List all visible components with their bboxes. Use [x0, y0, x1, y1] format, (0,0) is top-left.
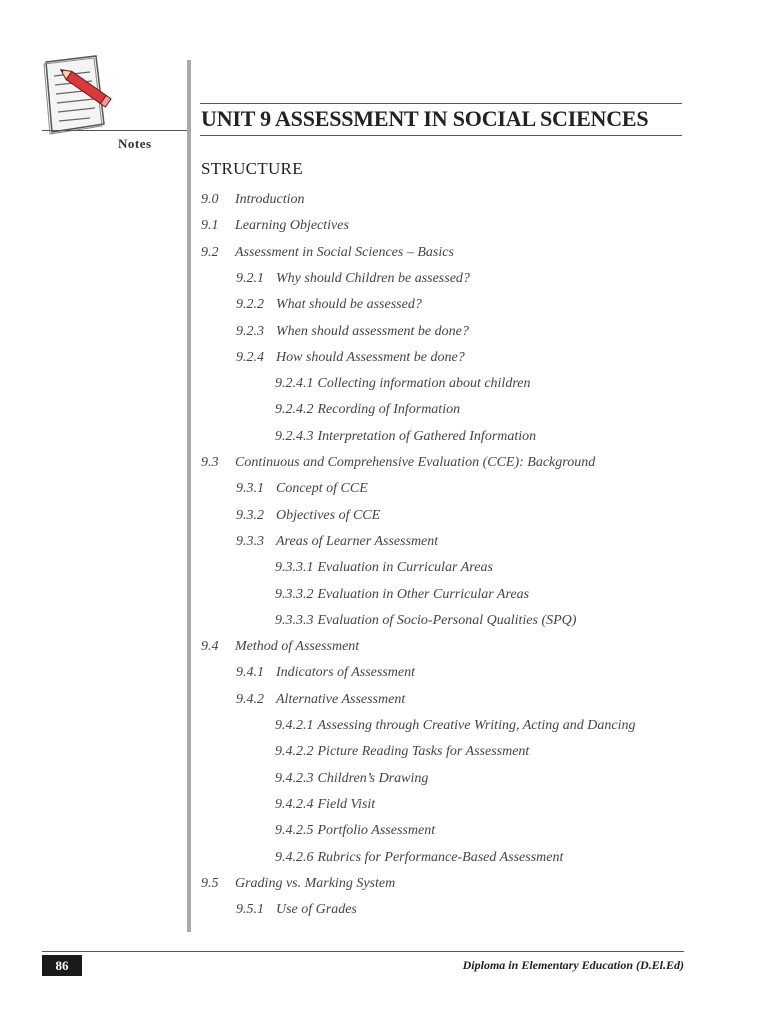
toc-entry-number: 9.3.1	[236, 481, 264, 497]
toc-entry-title: Introduction	[235, 192, 305, 207]
toc-entry-number: 9.2	[201, 244, 219, 260]
course-title: Diploma in Elementary Education (D.El.Ed)	[462, 958, 684, 972]
toc-entry-number: 9.3.3.1	[275, 560, 314, 576]
toc-entry	[201, 873, 395, 895]
toc-entry	[275, 426, 536, 448]
toc-entry	[201, 242, 454, 264]
footer-divider	[42, 951, 684, 952]
toc-entry	[201, 189, 304, 211]
toc-entry-number: 9.4	[201, 639, 219, 655]
notepad-pencil-icon	[38, 54, 118, 136]
notes-divider	[42, 130, 187, 131]
toc-entry-title: Why should Children be assessed?	[276, 270, 470, 286]
toc-entry-title: Field Visit	[317, 796, 376, 812]
toc-entry-title: Evaluation in Other Curricular Areas	[317, 586, 530, 602]
toc-entry	[275, 794, 375, 816]
toc-entry	[275, 373, 530, 395]
toc-entry-number: 9.4.2.1	[275, 718, 314, 733]
unit-title: UNIT 9 ASSESSMENT IN SOCIAL SCIENCES	[201, 106, 649, 131]
toc-entry-title: What should be assessed?	[276, 297, 422, 313]
toc-entry-number: 9.3.3.2	[275, 586, 314, 602]
toc-entry-number: 9.5.1	[236, 902, 264, 918]
notes-label: Notes	[118, 136, 152, 151]
toc-entry	[236, 321, 469, 343]
toc-entry-title: Alternative Assessment	[276, 691, 406, 707]
toc-entry-title: Recording of Information	[317, 402, 461, 418]
toc-entry	[236, 689, 405, 711]
toc-entry	[201, 215, 349, 237]
toc-entry	[275, 768, 428, 790]
toc-entry-number: 9.0	[201, 192, 219, 207]
toc-entry-title: Children’s Drawing	[317, 770, 429, 786]
toc-entry	[236, 899, 357, 921]
toc-entry-title: Continuous and Comprehensive Evaluation (CCE): Background	[235, 455, 596, 470]
toc-entry	[275, 847, 563, 869]
toc-entry	[236, 531, 438, 553]
toc-entry-title: Indicators of Assessment	[276, 665, 415, 681]
toc-entry-number: 9.2.4	[236, 349, 264, 365]
toc-entry-title: Interpretation of Gathered Information	[317, 428, 537, 444]
margin-divider	[187, 60, 191, 932]
toc-entry-title: Collecting information about children	[317, 376, 531, 392]
toc-entry	[275, 820, 435, 842]
toc-entry-number: 9.5	[201, 875, 219, 891]
toc-entry	[236, 347, 465, 369]
toc-entry-title: Evaluation of Socio-Personal Qualities (SPQ)	[317, 612, 577, 628]
toc-entry	[275, 584, 529, 606]
toc-entry-number: 9.3.3.3	[275, 612, 314, 628]
toc-entry-title: Objectives of CCE	[276, 507, 381, 523]
toc-entry-title: Rubrics for Performance-Based Assessment	[317, 849, 564, 865]
toc-entry-title: How should Assessment be done?	[276, 349, 465, 365]
toc-entry-number: 9.2.2	[236, 297, 264, 313]
toc-entry-number: 9.2.3	[236, 323, 264, 339]
toc-entry-number: 9.2.4.1	[275, 376, 314, 392]
toc-entry	[275, 715, 635, 737]
toc-entry-title: Assessment in Social Sciences – Basics	[235, 244, 454, 260]
toc-entry	[236, 505, 380, 527]
toc-entry-title: Evaluation in Curricular Areas	[317, 560, 493, 576]
toc-entry	[236, 662, 415, 684]
toc-entry	[236, 478, 368, 500]
toc-entry-number: 9.4.2.6	[275, 849, 314, 865]
toc-entry-number: 9.2.4.2	[275, 402, 314, 418]
toc-entry-title: Method of Assessment	[235, 639, 360, 655]
toc-entry-number: 9.4.2.4	[275, 796, 314, 812]
toc-entry-title: Portfolio Assessment	[317, 823, 436, 839]
toc-entry	[201, 636, 359, 658]
toc-entry-number: 9.4.2	[236, 691, 264, 707]
toc-entry-number: 9.2.1	[236, 270, 264, 286]
page-number: 86	[42, 955, 82, 976]
toc-entry	[275, 557, 493, 579]
toc-entry-title: Learning Objectives	[235, 218, 349, 234]
toc-entry-title: Assessing through Creative Writing, Acting and Dancing	[317, 718, 636, 733]
toc-entry-number: 9.2.4.3	[275, 428, 314, 444]
toc-entry	[201, 452, 595, 474]
toc-entry-number: 9.1	[201, 218, 219, 234]
toc-entry-number: 9.4.2.5	[275, 823, 314, 839]
title-rule-bottom	[200, 135, 682, 136]
toc-entry-number: 9.4.2.2	[275, 744, 314, 760]
toc-entry-title: Concept of CCE	[276, 481, 368, 497]
toc-entry-title: Picture Reading Tasks for Assessment	[317, 744, 530, 760]
toc-entry-title: Grading vs. Marking System	[235, 875, 396, 891]
toc-entry	[275, 741, 529, 763]
toc-entry-number: 9.3	[201, 455, 219, 470]
toc-entry-number: 9.4.2.3	[275, 770, 314, 786]
toc-entry-title: When should assessment be done?	[276, 323, 469, 339]
toc-entry-number: 9.4.1	[236, 665, 264, 681]
toc-entry	[236, 268, 470, 290]
title-rule-top	[200, 103, 682, 104]
toc-entry-number: 9.3.2	[236, 507, 264, 523]
toc-entry	[275, 399, 460, 421]
toc-entry-title: Use of Grades	[276, 902, 357, 918]
toc-entry-title: Areas of Learner Assessment	[276, 533, 439, 549]
toc-entry	[236, 294, 422, 316]
toc-entry-number: 9.3.3	[236, 533, 264, 549]
structure-heading: STRUCTURE	[201, 159, 303, 178]
toc-entry	[275, 610, 576, 632]
